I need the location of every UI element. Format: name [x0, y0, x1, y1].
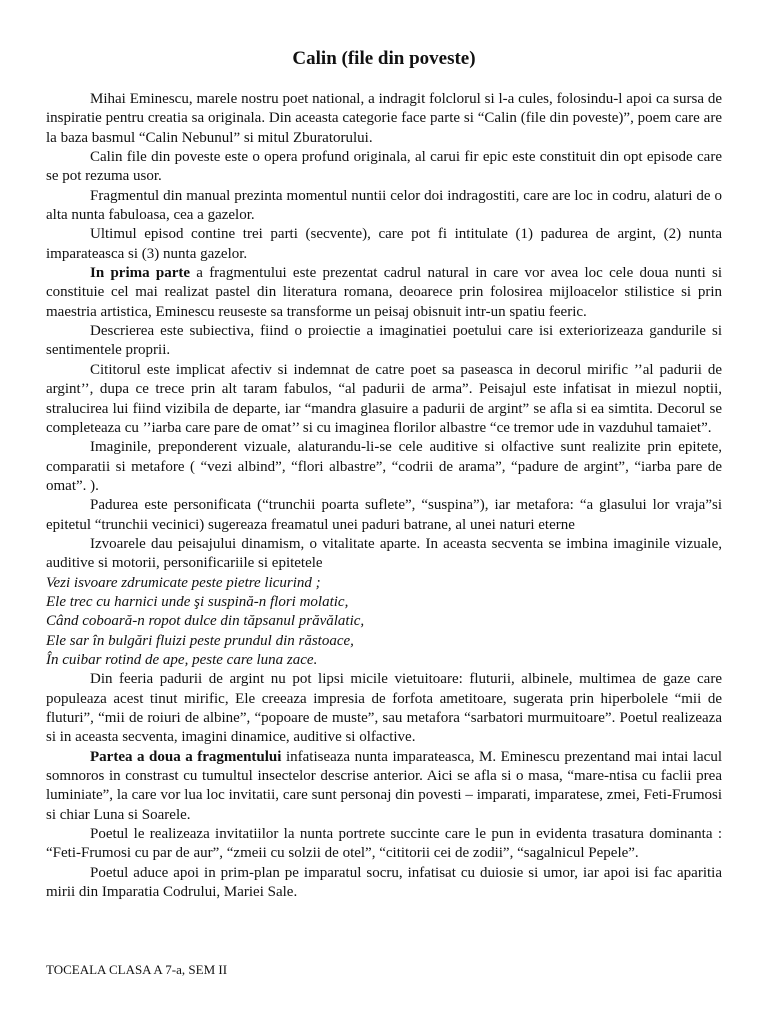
- verse-line: Vezi isvoare zdrumicate peste pietre licurind ;: [46, 574, 321, 591]
- paragraph-springs: Izvoarele dau peisajului dinamism, o vitalitate aparte. In aceasta secventa se imbina imaginile vizuale, auditive si motorii, personificariile si epitetele: [46, 535, 722, 572]
- document-body: [46, 90, 722, 902]
- paragraph-portraits: Poetul le realizeaza invitatiilor la nunta portrete succinte care le pun in evidenta trasatura dominanta : “Feti-Frumosi cu par de aur”, “zmeii cu solzii de otel”, “cititorii cei de zodii”, “sagalnicul Pepele”.: [46, 826, 722, 862]
- paragraph-description: Descrierea este subiectiva, fiind o proiectie a imaginatiei poetului care isi exteriorizeaza gandurile si sentimentele proprii.: [46, 323, 722, 359]
- first-part-text: a fragmentului este prezentat cadrul natural in care vor avea loc cele doua nunti si constituie cel mai realizat pastel din literatura romana, deoarece prin folosirea mijloacelor stilistice si prin maestria artistica, Eminescu reuseste sa transforme un peisaj obisnuit intr-un spatiu feeric.: [46, 265, 722, 320]
- paragraph-second-part: [46, 748, 722, 825]
- verse-line: Ele sar în bulgări fluizi peste prundul din răstoace,: [46, 632, 354, 649]
- page-footer: TOCEALA CLASA A 7-a, SEM II: [46, 962, 228, 977]
- verse-line: Ele trec cu harnici unde şi suspină-n flori molatic,: [46, 593, 349, 610]
- verse-line: În cuibar rotind de ape, peste care luna zace.: [46, 651, 318, 668]
- paragraph-personification: Padurea este personificata (“trunchii poarta suflete”, “suspina”), iar metafora: “a glasului lor vraja”si epitetul “trunchii vecinici) sugereaza freamatul unei paduri batrane, al unei naturi eterne: [46, 497, 722, 533]
- paragraph-emperor: Poetul aduce apoi in prim-plan pe imparatul socru, infatisat cu duiosie si umor, iar apoi isi fac aparitia mirii din Imparatia Codrului, Mariei Sale.: [46, 864, 722, 901]
- second-part-text: infatiseaza nunta imparateasca, M. Eminescu prezentand mai intai lacul somnoros in constrast cu tumultul insectelor descrise anterior. Aici se afla si o masa, “mare-ntisa cu faclii prea luminiate”, la care vor lua loc invitatii, care sunt personaj din povesti – imparati, imparatese, zmei, Feti-Frumosi si chiar Luna si Soarele.: [46, 748, 722, 823]
- paragraph-last-episode: Ultimul episod contine trei parti (secvente), care pot fi intitulate (1) padurea de argint, (2) nunta imparateasca si (3) nunta gazelor.: [46, 226, 722, 262]
- paragraph-episodes: Calin file din poveste este o opera profund originala, al carui fir epic este constituit din opt episode care se pot rezuma usor.: [46, 149, 722, 185]
- paragraph-first-part: [46, 264, 722, 322]
- verse-line: Când coboară-n ropot dulce din tăpsanul prăvălatic,: [46, 613, 365, 630]
- paragraph-reader: Cititorul este implicat afectiv si indemnat de catre poet sa paseasca in decorul mirific ’’al padurii de argint’’, dupa ce trece prin alt taram fabulos, “al padurii de arma”. Peisajul este infatisat in miezul noptii, stralucirea lui fiind vizibila de departe, iar “mandra glasuire a padurii de argint” se afla si ea simtita. Decorul se completeaza cu ’’iarba care pare de omat’’ si cu imaginea florilor albastre “ce tremor ude in vazduhul tamaiet”.: [46, 361, 722, 436]
- first-part-heading: In prima parte: [90, 265, 191, 282]
- document-title: Calin (file din poveste): [292, 48, 476, 69]
- paragraph-creatures: Din feeria padurii de argint nu pot lipsi micile vietuitoare: fluturii, albinele, multimea de gaze care populeaza acest tinut mirific, Ele creeaza impresia de forfota ametitoare, sugerata prin hiperbolele “mii de fluturi”, “mii de roiuri de albine”, “popoare de muste”, sau metafora “sarbatori murmuitoare”. Poetul realizeaza si in aceasta secventa, imagini dinamice, auditive si olfactive.: [46, 671, 722, 746]
- paragraph-intro: Mihai Eminescu, marele nostru poet national, a indragit folclorul si l-a cules, folosindu-l apoi ca sursa de inspiratie pentru creatia sa originala. Din aceasta categorie face parte si “Calin (file din poveste)”, poem care are la baza basmul “Calin Nebunul” si mitul Zburatorului.: [46, 91, 722, 146]
- paragraph-images: Imaginile, preponderent vizuale, alaturandu-li-se cele auditive si olfactive sunt realizite prin epitete, comparatii si metafore ( “vezi albind”, “flori albastre”, “codrii de arama”, “padure de argint”, “iarba pare de omat”. ).: [46, 439, 722, 494]
- paragraph-fragment: Fragmentul din manual prezinta momentul nuntii celor doi indragostiti, care are loc in codru, alaturi de o alta nunta fabuloasa, cea a gazelor.: [46, 187, 722, 224]
- second-part-heading: Partea a doua a fragmentului: [90, 748, 282, 765]
